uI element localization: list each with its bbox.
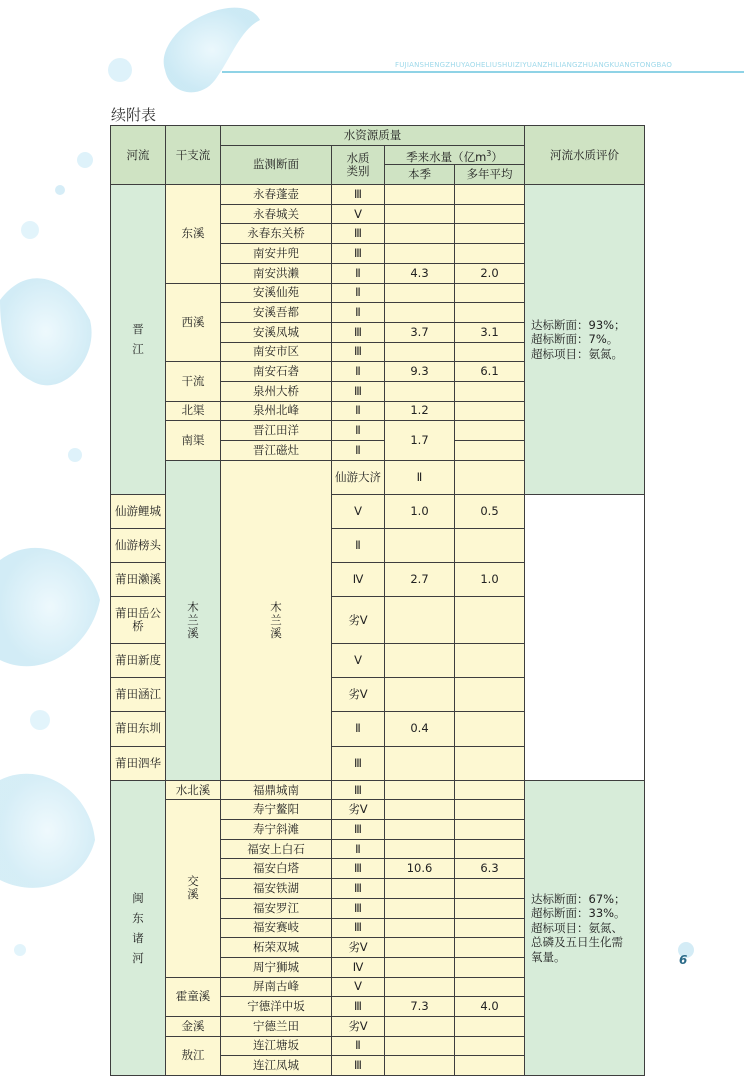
- average-volume-cell: 6.1: [455, 362, 525, 382]
- col-header-current: 本季: [385, 165, 455, 185]
- current-volume-cell: [385, 977, 455, 997]
- average-volume-cell: 3.1: [455, 322, 525, 342]
- section-cell: 仙游鲤城: [111, 494, 166, 528]
- current-volume-cell: 9.3: [385, 362, 455, 382]
- tributary-cell: 南渠: [166, 421, 221, 460]
- section-cell: 福安上白石: [221, 839, 332, 859]
- average-volume-cell: [455, 918, 525, 938]
- class-cell: Ⅱ: [332, 839, 385, 859]
- col-header-volume-suffix: ）: [491, 149, 503, 164]
- class-cell: 劣Ⅴ: [332, 938, 385, 958]
- section-cell: 永春城关: [221, 204, 332, 224]
- section-cell: 南安市区: [221, 342, 332, 362]
- average-volume-cell: [455, 1036, 525, 1056]
- section-cell: 连江凤城: [221, 1056, 332, 1076]
- class-cell: 劣Ⅴ: [332, 800, 385, 820]
- current-volume-cell: [385, 780, 455, 800]
- class-cell: Ⅲ: [332, 918, 385, 938]
- current-volume-cell: [385, 918, 455, 938]
- section-cell: 泉州大桥: [221, 381, 332, 401]
- page-number: 6: [679, 953, 688, 967]
- average-volume-cell: [455, 678, 525, 712]
- average-volume-cell: [455, 712, 525, 746]
- section-cell: 南安洪濑: [221, 263, 332, 283]
- class-cell: Ⅲ: [332, 780, 385, 800]
- tributary-cell: 霍童溪: [166, 977, 221, 1016]
- col-header-class: [332, 145, 385, 184]
- average-volume-cell: [455, 204, 525, 224]
- current-volume-cell: [385, 528, 455, 562]
- col-header-class-line1: 水质: [346, 150, 370, 165]
- class-cell: Ⅲ: [332, 879, 385, 899]
- water-quality-table: [110, 125, 645, 1076]
- current-volume-cell: [385, 746, 455, 780]
- current-volume-cell: 3.7: [385, 322, 455, 342]
- current-volume-cell: [385, 644, 455, 678]
- average-volume-cell: [455, 441, 525, 461]
- current-volume-cell: [385, 839, 455, 859]
- average-volume-cell: [455, 938, 525, 958]
- col-header-volume-sup: 3: [486, 148, 492, 158]
- class-cell: Ⅲ: [332, 820, 385, 840]
- average-volume-cell: [455, 820, 525, 840]
- class-cell: Ⅲ: [332, 898, 385, 918]
- tributary-cell: 敖江: [166, 1036, 221, 1075]
- section-cell: 仙游大济: [332, 460, 385, 494]
- section-cell: 南安石砻: [221, 362, 332, 382]
- col-header-tributary: 干支流: [166, 126, 221, 185]
- section-cell: 安溪吾都: [221, 303, 332, 323]
- river-cell-jinjiang: 晋 江: [111, 185, 166, 495]
- section-cell: 南安井兜: [221, 244, 332, 264]
- section-cell: 莆田新度: [111, 644, 166, 678]
- section-cell: 晋江田洋: [221, 421, 332, 441]
- section-cell: 寿宁斜滩: [221, 820, 332, 840]
- average-volume-cell: [455, 597, 525, 644]
- current-volume-cell: [385, 381, 455, 401]
- col-header-section: 监测断面: [221, 145, 332, 184]
- current-volume-cell: [385, 597, 455, 644]
- current-volume-cell: 2.7: [385, 563, 455, 597]
- average-volume-cell: 6.3: [455, 859, 525, 879]
- col-header-volume-prefix: 季来水量（亿m: [406, 149, 487, 164]
- col-header-water-quality: 水资源质量: [221, 126, 525, 146]
- current-volume-cell: [385, 820, 455, 840]
- average-volume-cell: [455, 898, 525, 918]
- class-cell: Ⅱ: [332, 283, 385, 303]
- average-volume-cell: [455, 839, 525, 859]
- class-cell: Ⅲ: [332, 342, 385, 362]
- average-volume-cell: [455, 303, 525, 323]
- class-cell: Ⅲ: [332, 381, 385, 401]
- average-volume-cell: [455, 644, 525, 678]
- tributary-cell: 交 溪: [166, 800, 221, 977]
- average-volume-cell: [455, 1016, 525, 1036]
- current-volume-cell: [385, 224, 455, 244]
- current-volume-cell: [385, 1016, 455, 1036]
- section-cell: 连江塘坂: [221, 1036, 332, 1056]
- current-volume-cell: [455, 460, 525, 494]
- col-header-river: 河流: [111, 126, 166, 185]
- current-volume-cell: 0.4: [385, 712, 455, 746]
- class-cell: Ⅲ: [332, 322, 385, 342]
- section-cell: 莆田岳公桥: [111, 597, 166, 644]
- current-volume-cell: [385, 957, 455, 977]
- section-cell: 泉州北峰: [221, 401, 332, 421]
- col-header-volume: [385, 145, 525, 165]
- class-cell: Ⅲ: [332, 244, 385, 264]
- class-cell: Ⅱ: [332, 1036, 385, 1056]
- current-volume-cell: [385, 283, 455, 303]
- section-cell: 莆田涵江: [111, 678, 166, 712]
- class-cell: Ⅴ: [332, 494, 385, 528]
- section-cell: 安溪仙苑: [221, 283, 332, 303]
- class-cell: Ⅴ: [332, 977, 385, 997]
- col-header-average: 多年平均: [455, 165, 525, 185]
- section-cell: 永春东关桥: [221, 224, 332, 244]
- class-cell: Ⅱ: [332, 263, 385, 283]
- section-cell: 福安罗江: [221, 898, 332, 918]
- current-volume-cell: 4.3: [385, 263, 455, 283]
- average-volume-cell: [455, 977, 525, 997]
- class-cell: 劣Ⅴ: [332, 597, 385, 644]
- average-volume-cell: 2.0: [455, 263, 525, 283]
- average-volume-cell: [455, 800, 525, 820]
- average-volume-cell: [455, 957, 525, 977]
- current-volume-cell: [385, 678, 455, 712]
- section-cell: 宁德兰田: [221, 1016, 332, 1036]
- current-volume-cell: [385, 303, 455, 323]
- section-cell: 永春蓬壶: [221, 185, 332, 205]
- section-cell: 安溪凤城: [221, 322, 332, 342]
- average-volume-cell: [455, 1056, 525, 1076]
- class-cell: Ⅲ: [332, 997, 385, 1017]
- average-volume-cell: [455, 244, 525, 264]
- average-volume-cell: [455, 224, 525, 244]
- class-cell: Ⅱ: [385, 460, 455, 494]
- class-cell: Ⅲ: [332, 224, 385, 244]
- section-cell: 福安白塔: [221, 859, 332, 879]
- average-volume-cell: 4.0: [455, 997, 525, 1017]
- average-volume-cell: [455, 746, 525, 780]
- average-volume-cell: 0.5: [455, 494, 525, 528]
- tributary-cell: 西溪: [166, 283, 221, 362]
- current-volume-cell: [385, 1056, 455, 1076]
- col-header-class-line2: 类别: [346, 163, 370, 178]
- current-volume-cell: [385, 244, 455, 264]
- current-volume-cell: 7.3: [385, 997, 455, 1017]
- evaluation-cell-jinjiang: 达标断面：93%； 超标断面：7%。 超标项目：氨氮。: [525, 185, 645, 495]
- current-volume-cell: [385, 185, 455, 205]
- class-cell: Ⅲ: [332, 746, 385, 780]
- section-cell: 莆田东圳: [111, 712, 166, 746]
- average-volume-cell: [455, 342, 525, 362]
- average-volume-cell: [455, 401, 525, 421]
- evaluation-cell-mindong: 达标断面：67%； 超标断面：33%。 超标项目：氨氮、 总磷及五日生化需 氧量。: [525, 780, 645, 1075]
- current-volume-cell: 10.6: [385, 859, 455, 879]
- average-volume-cell: [455, 283, 525, 303]
- class-cell: Ⅱ: [332, 362, 385, 382]
- average-volume-cell: [455, 528, 525, 562]
- river-cell-mindong: 闽 东 诸 河: [111, 780, 166, 1075]
- section-cell: 寿宁鳌阳: [221, 800, 332, 820]
- section-cell: 仙游榜头: [111, 528, 166, 562]
- average-volume-cell: [455, 780, 525, 800]
- current-volume-cell: 1.2: [385, 401, 455, 421]
- section-cell: 福安铁湖: [221, 879, 332, 899]
- current-volume-cell: 1.0: [385, 494, 455, 528]
- tributary-cell: 木 兰 溪: [221, 460, 332, 780]
- section-cell: 晋江磁灶: [221, 441, 332, 461]
- class-cell: Ⅱ: [332, 401, 385, 421]
- tributary-cell: 水北溪: [166, 780, 221, 800]
- class-cell: Ⅲ: [332, 1056, 385, 1076]
- current-volume-cell: [385, 879, 455, 899]
- current-volume-cell: [385, 204, 455, 224]
- tributary-cell: 干流: [166, 362, 221, 401]
- current-volume-cell: [385, 800, 455, 820]
- col-header-evaluation: 河流水质评价: [525, 126, 645, 185]
- class-cell: Ⅴ: [332, 204, 385, 224]
- class-cell: Ⅱ: [332, 528, 385, 562]
- running-header: FUJIANSHENGZHUYAOHELIUSHUIZIYUANZHILIANGZHUANGKUANGTONGBAO: [395, 61, 673, 69]
- section-cell: 福鼎城南: [221, 780, 332, 800]
- average-volume-cell: [455, 381, 525, 401]
- average-volume-cell: 1.0: [455, 563, 525, 597]
- tributary-cell: 北渠: [166, 401, 221, 421]
- section-cell: 福安赛岐: [221, 918, 332, 938]
- section-cell: 莆田泗华: [111, 746, 166, 780]
- river-cell-mulanxi: 木 兰 溪: [166, 460, 221, 780]
- class-cell: Ⅲ: [332, 185, 385, 205]
- class-cell: Ⅲ: [332, 859, 385, 879]
- class-cell: Ⅱ: [332, 303, 385, 323]
- current-volume-cell: [385, 342, 455, 362]
- table-title: 续附表: [111, 106, 157, 124]
- header-rule: [222, 71, 744, 73]
- section-cell: 屏南古峰: [221, 977, 332, 997]
- average-volume-cell: [455, 879, 525, 899]
- class-cell: Ⅱ: [332, 712, 385, 746]
- current-volume-cell: [385, 898, 455, 918]
- current-volume-cell: [385, 938, 455, 958]
- tributary-cell: 金溪: [166, 1016, 221, 1036]
- section-cell: 周宁狮城: [221, 957, 332, 977]
- section-cell: 柘荣双城: [221, 938, 332, 958]
- class-cell: Ⅳ: [332, 957, 385, 977]
- tributary-cell: 东溪: [166, 185, 221, 283]
- current-volume-cell: 1.7: [385, 421, 455, 460]
- class-cell: Ⅳ: [332, 563, 385, 597]
- average-volume-cell: [455, 185, 525, 205]
- class-cell: Ⅱ: [332, 441, 385, 461]
- section-cell: 莆田濑溪: [111, 563, 166, 597]
- section-cell: 宁德洋中坂: [221, 997, 332, 1017]
- current-volume-cell: [385, 1036, 455, 1056]
- class-cell: Ⅱ: [332, 421, 385, 441]
- class-cell: Ⅴ: [332, 644, 385, 678]
- class-cell: 劣Ⅴ: [332, 678, 385, 712]
- class-cell: 劣Ⅴ: [332, 1016, 385, 1036]
- average-volume-cell: [455, 421, 525, 441]
